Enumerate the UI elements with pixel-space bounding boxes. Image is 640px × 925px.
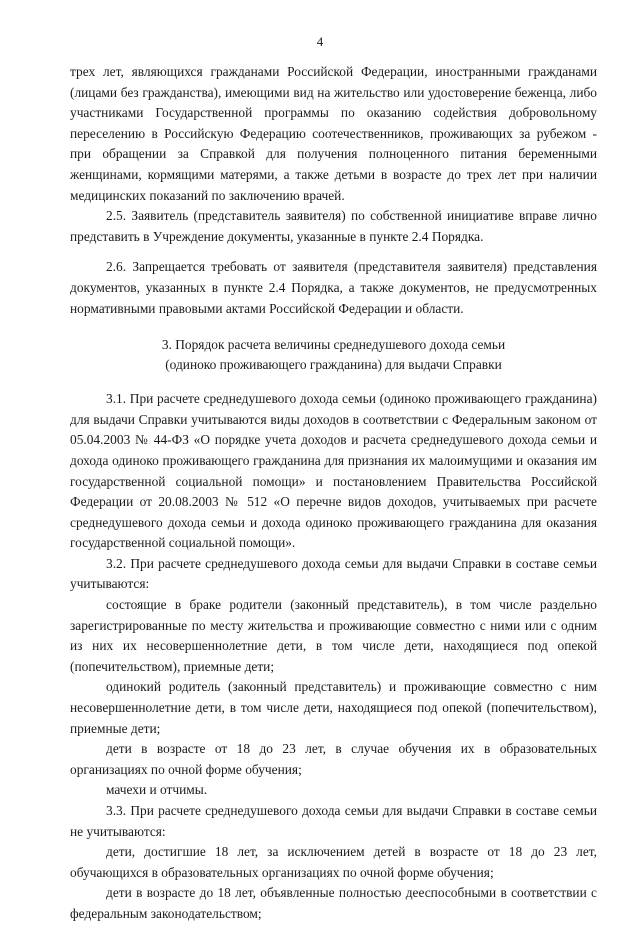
- list-item: состоящие в браке родители (законный представитель), в том числе раздельно зарегистрированные по месту жительства и проживающие совместно с ними или с одним из них их несовершеннолетние дети, в том числе дети, находящиеся под опекой (попечительством), приемные дети;: [70, 597, 597, 674]
- paragraph-2-6: 2.6. Запрещается требовать от заявителя (представителя заявителя) представления документов, указанных в пункте 2.4 Порядка, а также документов, не предусмотренных нормативными правовыми актами Российской Федерации и области.: [70, 259, 597, 316]
- list-item: дети в возрасте от 18 до 23 лет, в случае обучения их в образовательных организациях по очной форме обучения;: [70, 741, 597, 777]
- paragraph-3-2: 3.2. При расчете среднедушевого дохода семьи для выдачи Справки в составе семьи учитываются:: [70, 555, 597, 592]
- list-item: дети в возрасте до 18 лет, объявленные полностью дееспособными в соответствии с федеральным законодательством;: [70, 885, 597, 921]
- section-heading: [70, 335, 597, 375]
- document-body: [70, 62, 597, 925]
- paragraph-3-1: 3.1. При расчете среднедушевого дохода семьи (одиноко проживающего гражданина) для выдачи Справки учитываются виды доходов в соответствии с Федеральным законом от 05.04.2003 № 44-ФЗ «О порядке учета доходов и расчета среднедушевого дохода семьи и дохода одиноко проживающего гражданина для признания их малоимущими и оказания им государственной социальной помощи» и постановлением Правительства Российской Федерации от 20.08.2003 № 512 «О перечне видов доходов, учитываемых при расчете среднедушевого дохода семьи и дохода одиноко проживающего гражданина для оказания государственной социальной помощи».: [70, 391, 597, 551]
- section-heading-line2: (одиноко проживающего гражданина) для выдачи Справки: [165, 357, 502, 373]
- section-heading-line1: 3. Порядок расчета величины среднедушевого дохода семьи: [161, 337, 506, 353]
- page-number: 4: [316, 34, 324, 49]
- paragraph: трех лет, являющихся гражданами Российской Федерации, иностранными гражданами (лицами без гражданства), имеющими вид на жительство или удостоверение беженца, либо участниками Государственной программы по оказанию содействия добровольному переселению в Российскую Федерацию соотечественников, проживающих за рубежом - при обращении за Справкой для получения полноценного питания беременными женщинами, кормящими матерями, а также детьми в возрасте до трех лет при наличии медицинских показаний по заключению врачей.: [70, 64, 597, 203]
- paragraph-2-5: 2.5. Заявитель (представитель заявителя) по собственной инициативе вправе лично представить в Учреждение документы, указанные в пункте 2.4 Порядка.: [70, 208, 597, 244]
- list-item: мачехи и отчимы.: [106, 782, 208, 798]
- list-item: одинокий родитель (законный представитель) и проживающие совместно с ним несовершеннолетние дети, в том числе дети, находящиеся под опекой (попечительством), приемные дети;: [70, 679, 597, 736]
- paragraph-3-3: 3.3. При расчете среднедушевого дохода семьи для выдачи Справки в составе семьи не учитываются:: [70, 803, 597, 839]
- list-item: дети, достигшие 18 лет, за исключением детей в возрасте от 18 до 23 лет, обучающихся в образовательных организациях по очной форме обучения;: [70, 844, 597, 880]
